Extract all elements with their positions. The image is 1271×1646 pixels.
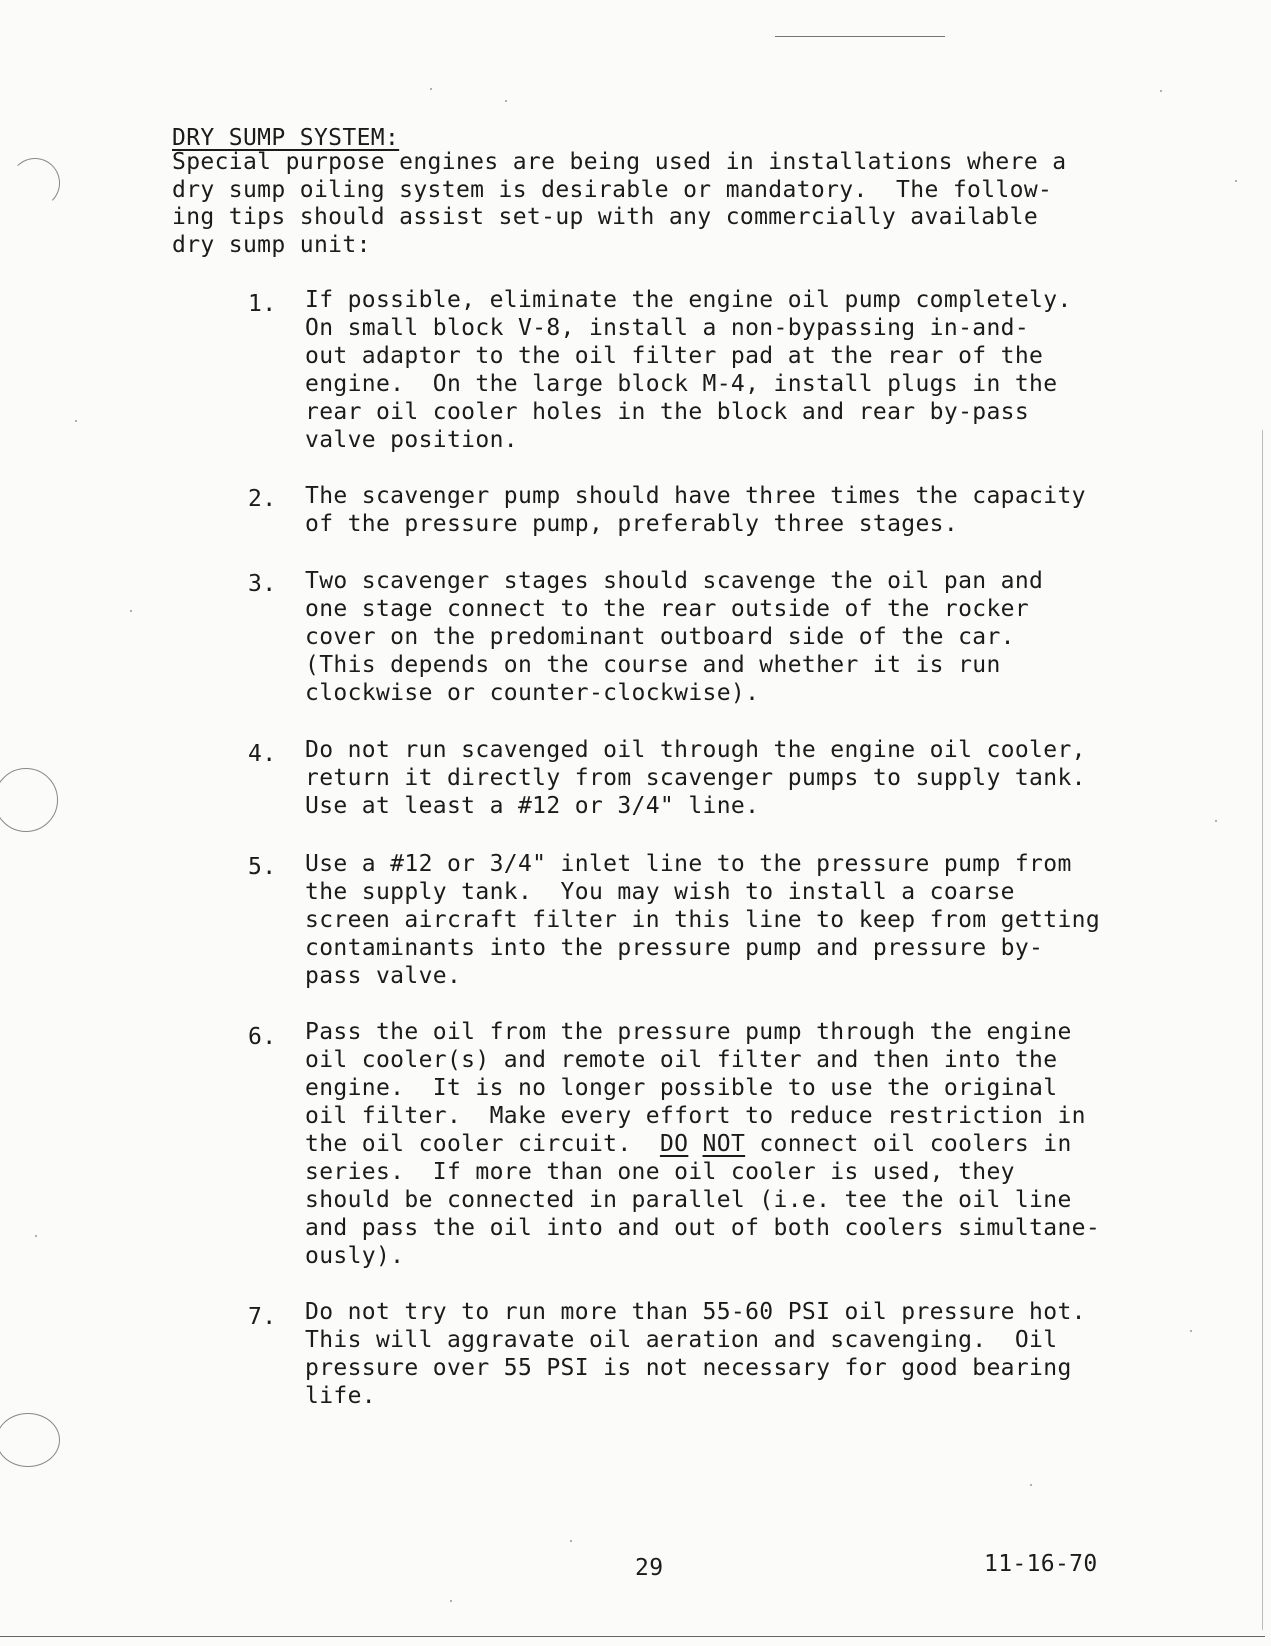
section-heading: DRY SUMP SYSTEM:	[172, 125, 400, 151]
scan-speck	[450, 1600, 452, 1602]
item-line: (This depends on the course and whether it is run	[305, 652, 1001, 678]
item-line: Use a #12 or 3/4" inlet line to the pressure pump from	[305, 851, 1072, 877]
item-line: life.	[305, 1383, 376, 1409]
item-line: oil cooler(s) and remote oil filter and then into the	[305, 1047, 1058, 1073]
item-line: one stage connect to the rear outside of the rocker	[305, 596, 1030, 622]
item-number: 5.	[248, 854, 277, 880]
page-number: 29	[635, 1555, 664, 1581]
item-line: of the pressure pump, preferably three stages.	[305, 511, 959, 537]
item-line: cover on the predominant outboard side of the car.	[305, 624, 1015, 650]
item-line: Do not run scavenged oil through the engine oil cooler,	[305, 737, 1086, 763]
item-line: rear oil cooler holes in the block and rear by-pass	[305, 399, 1030, 425]
item-line: the oil cooler circuit.	[305, 1131, 660, 1157]
item-line: pass valve.	[305, 963, 462, 989]
emphasis-do: DO	[659, 1131, 689, 1157]
intro-line: dry sump oiling system is desirable or mandatory. The follow-	[172, 177, 1053, 203]
item-number: 3.	[248, 571, 277, 597]
item-line: pressure over 55 PSI is not necessary for good bearing	[305, 1355, 1072, 1381]
item-line: The scavenger pump should have three times the capacity	[305, 483, 1086, 509]
scan-speck	[1190, 1330, 1192, 1332]
item-line: oil filter. Make every effort to reduce restriction in	[305, 1103, 1086, 1129]
intro-line: ing tips should assist set-up with any commercially available	[172, 204, 1039, 230]
item-line: return it directly from scavenger pumps to supply tank.	[305, 765, 1086, 791]
item-line: screen aircraft filter in this line to keep from getting	[305, 907, 1101, 933]
document-date: 11-16-70	[984, 1551, 1098, 1577]
emphasis-not: NOT	[702, 1131, 746, 1157]
intro-line: dry sump unit:	[172, 232, 371, 258]
item-line: This will aggravate oil aeration and scavenging. Oil	[305, 1327, 1058, 1353]
punch-hole-top	[10, 158, 60, 208]
item-line: engine. On the large block M-4, install plugs in the	[305, 371, 1058, 397]
item-line: Do not try to run more than 55-60 PSI oil pressure hot.	[305, 1299, 1086, 1325]
item-number: 2.	[248, 486, 277, 512]
scan-speck	[1160, 90, 1162, 92]
item-number: 1.	[248, 291, 277, 317]
item-line: series. If more than one oil cooler is used, they	[305, 1159, 1015, 1185]
scan-speck	[1235, 180, 1237, 182]
item-line: If possible, eliminate the engine oil pump completely.	[305, 287, 1072, 313]
scan-speck	[1215, 820, 1217, 822]
punch-hole-bottom	[0, 1413, 60, 1467]
scan-speck	[35, 1235, 37, 1237]
item-line: ously).	[305, 1243, 405, 1269]
item-number: 4.	[248, 741, 277, 767]
scan-speck	[505, 100, 507, 102]
scan-speck	[430, 88, 432, 90]
item-line: contaminants into the pressure pump and pressure by-	[305, 935, 1044, 961]
item-number: 6.	[248, 1024, 277, 1050]
item-line: Use at least a #12 or 3/4" line.	[305, 793, 760, 819]
emphasis-after: connect oil coolers in	[745, 1131, 1072, 1157]
intro-line: Special purpose engines are being used in installations where a	[172, 149, 1067, 175]
scan-top-line	[775, 36, 945, 37]
item-line: valve position.	[305, 427, 518, 453]
scan-bottom-line	[0, 1636, 1265, 1637]
item-number: 7.	[248, 1304, 277, 1330]
scan-speck	[1030, 1484, 1032, 1486]
item-line: and pass the oil into and out of both coolers simultane-	[305, 1215, 1101, 1241]
item-line: Pass the oil from the pressure pump through the engine	[305, 1019, 1072, 1045]
scan-speck	[130, 610, 132, 612]
item-line: Two scavenger stages should scavenge the oil pan and	[305, 568, 1044, 594]
item-line: On small block V-8, install a non-bypassing in-and-	[305, 315, 1030, 341]
item-line: out adaptor to the oil filter pad at the rear of the	[305, 343, 1044, 369]
scan-speck	[570, 1540, 572, 1542]
item-line-with-emphasis	[305, 1130, 1072, 1158]
scan-right-edge	[1262, 430, 1263, 1630]
punch-hole-middle	[0, 768, 58, 832]
item-line: engine. It is no longer possible to use the original	[305, 1075, 1058, 1101]
item-line: the supply tank. You may wish to install a coarse	[305, 879, 1015, 905]
item-line: should be connected in parallel (i.e. tee the oil line	[305, 1187, 1072, 1213]
scan-speck	[75, 420, 77, 422]
item-line: clockwise or counter-clockwise).	[305, 680, 760, 706]
